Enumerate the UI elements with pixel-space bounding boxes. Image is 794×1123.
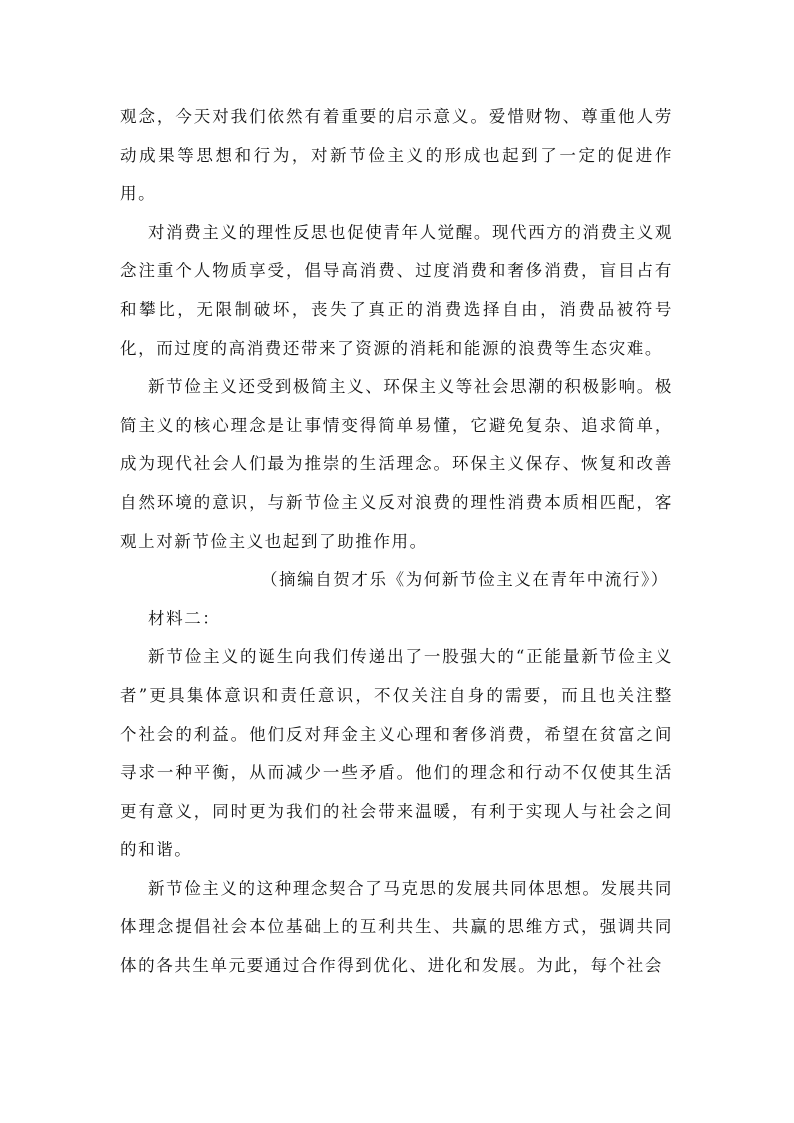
paragraph-5: 新节俭主义的这种理念契合了马克思的发展共同体思想。发展共同体理念提倡社会本位基础上的互利共生、共赢的思维方式，强调共同体的各共生单元要通过合作得到优化、进化和发展。为此，每个社会 [120,878,673,976]
paragraph-3: 新节俭主义还受到极简主义、环保主义等社会思潮的积极影响。极简主义的核心理念是让事情变得简单易懂，它避免复杂、追求简单，成为现代社会人们最为推崇的生活理念。环保主义保存、恢复和改善自然环境的意识，与新节俭主义反对浪费的理性消费本质相匹配，客观上对新节俭主义也起到了助推作用。 [120,377,673,551]
source-citation: （摘编自贺才乐《为何新节俭主义在青年中流行》） [260,570,669,590]
document-body [120,98,673,986]
material-two-label: 材料二： [148,608,221,628]
paragraph-1: 观念，今天对我们依然有着重要的启示意义。爱惜财物、尊重他人劳动成果等思想和行为，对新节俭主义的形成也起到了一定的促进作用。 [120,107,673,204]
paragraph-2: 对消费主义的理性反思也促使青年人觉醒。现代西方的消费主义观念注重个人物质享受，倡导高消费、过度消费和奢侈消费，盲目占有和攀比，无限制破坏，丧失了真正的消费选择自由，消费品被符号化，而过度的高消费还带来了资源的消耗和能源的浪费等生态灾难。 [120,222,673,358]
paragraph-4: 新节俭主义的诞生向我们传递出了一股强大的“正能量新节俭主义者”更具集体意识和责任意识，不仅关注自身的需要，而且也关注整个社会的利益。他们反对拜金主义心理和奢侈消费，希望在贫富之间寻求一种平衡，从而减少一些矛盾。他们的理念和行动不仅使其生活更有意义，同时更为我们的社会带来温暖，有利于实现人与社会之间的和谐。 [120,647,673,860]
